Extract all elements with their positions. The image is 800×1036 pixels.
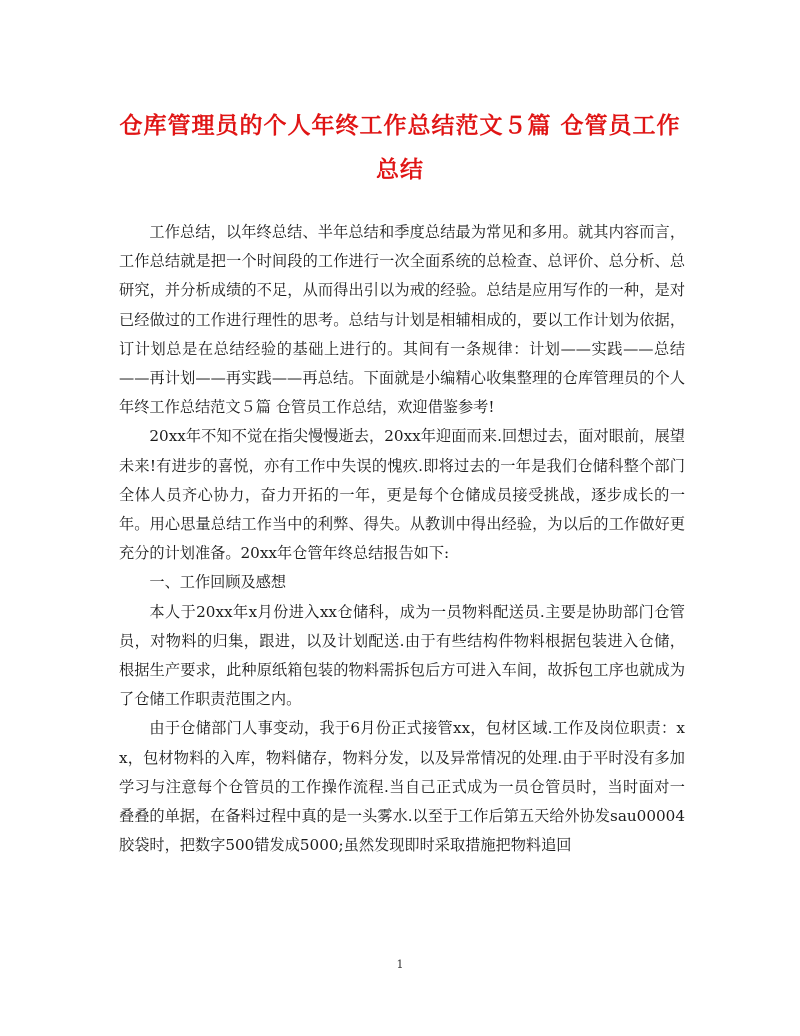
paragraph-year-review: 20xx年不知不觉在指尖慢慢逝去，20xx年迎面而来.回想过去，面对眼前，展望未来!有进步的喜悦，亦有工作中失误的愧疚.即将过去的一年是我们仓储科整个部门全体人员齐心协力，奋力开拓的一年，更是每个仓储成员接受挑战，逐步成长的一年。用心思量总结工作当中的利弊、得失。从教训中得出经验，为以后的工作做好更充分的计划准备。20xx年仓管年终总结报告如下: xyxy=(119,427,685,563)
page-number: 1 xyxy=(396,958,404,971)
paragraph-takeover: 由于仓储部门人事变动，我于6月份正式接管xx，包材区域.工作及岗位职责：xx，包材物料的入库，物料储存，物料分发，以及异常情况的处理.由于平时没有多加学习与注意每个仓管员的工作操作流程.当自己正式成为一员仓管员时，当时面对一叠叠的单据，在备料过程中真的是一头雾水.以至于工作后第五天给外协发sau00004胶袋时，把数字500错发成5000;虽然发现即时采取措施把物料追回 xyxy=(119,719,685,855)
paragraph-intro: 工作总结，以年终总结、半年总结和季度总结最为常见和多用。就其内容而言，工作总结就是把一个时间段的工作进行一次全面系统的总检查、总评价、总分析、总研究，并分析成绩的不足，从而得出引以为戒的经验。总结是应用写作的一种，是对已经做过的工作进行理性的思考。总结与计划是相辅相成的，要以工作计划为依据，订计划总是在总结经验的基础上进行的。其间有一条规律：计划——实践——总结——再计划——再实践——再总结。下面就是小编精心收集整理的仓库管理员的个人年终工作总结范文５篇 仓管员工作总结，欢迎借鉴参考! xyxy=(119,223,685,417)
document-body xyxy=(119,218,685,860)
title-line-1: 仓库管理员的个人年终工作总结范文５篇 仓管员工作 xyxy=(119,113,681,139)
title-line-2: 总结 xyxy=(376,157,424,183)
paragraph-joining: 本人于20xx年x月份进入xx仓储科，成为一员物料配送员.主要是协助部门仓管员，对物料的归集，跟进，以及计划配送.由于有些结构件物料根据包装进入仓储，根据生产要求，此种原纸箱包装的物料需拆包后方可进入车间，故拆包工序也就成为了仓储工作职责范围之内。 xyxy=(119,602,685,709)
document-title xyxy=(100,104,700,192)
section-heading-review: 一、工作回顾及感想 xyxy=(149,573,287,592)
